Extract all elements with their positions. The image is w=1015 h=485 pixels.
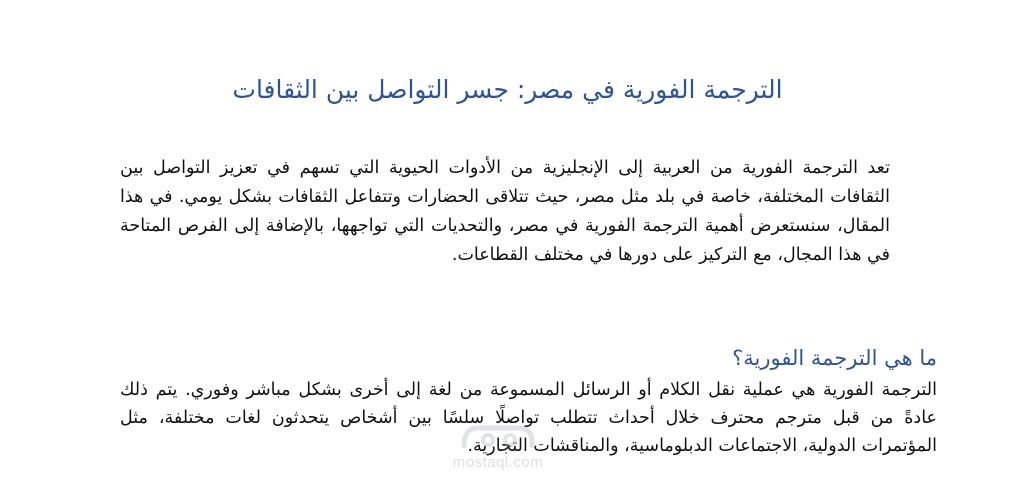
watermark-text: mostaql.com bbox=[452, 454, 544, 471]
section-heading: ما هي الترجمة الفورية؟ bbox=[732, 346, 937, 370]
section-paragraph: الترجمة الفورية هي عملية نقل الكلام أو الرسائل المسموعة من لغة إلى أخرى بشكل مباشر وفوري. يتم ذلك عادةً من قبل مترجم محترف خلال أحداث تتطلب تواصلًا سلسًا بين أشخاص يتحدثون لغات مختلفة، مثل المؤتمرات الدولية، الاجتماعات الدبلوماسية، والمناقشات التجارية. bbox=[120, 380, 937, 456]
page-title: الترجمة الفورية في مصر: جسر التواصل بين الثقافات bbox=[232, 75, 783, 104]
intro-paragraph: تعد الترجمة الفورية من العربية إلى الإنجليزية من الأدوات الحيوية التي تسهم في تعزيز التواصل بين الثقافات المختلفة، خاصة في بلد مثل مصر، حيث تتلاقى الحضارات وتتفاعل الثقافات بشكل يومي. في هذا المقال، سنستعرض أهمية الترجمة الفورية في مصر، والتحديات التي تواجهها، بالإضافة إلى الفرص المتاحة في هذا المجال، مع التركيز على دورها في مختلف القطاعات. bbox=[120, 158, 890, 265]
